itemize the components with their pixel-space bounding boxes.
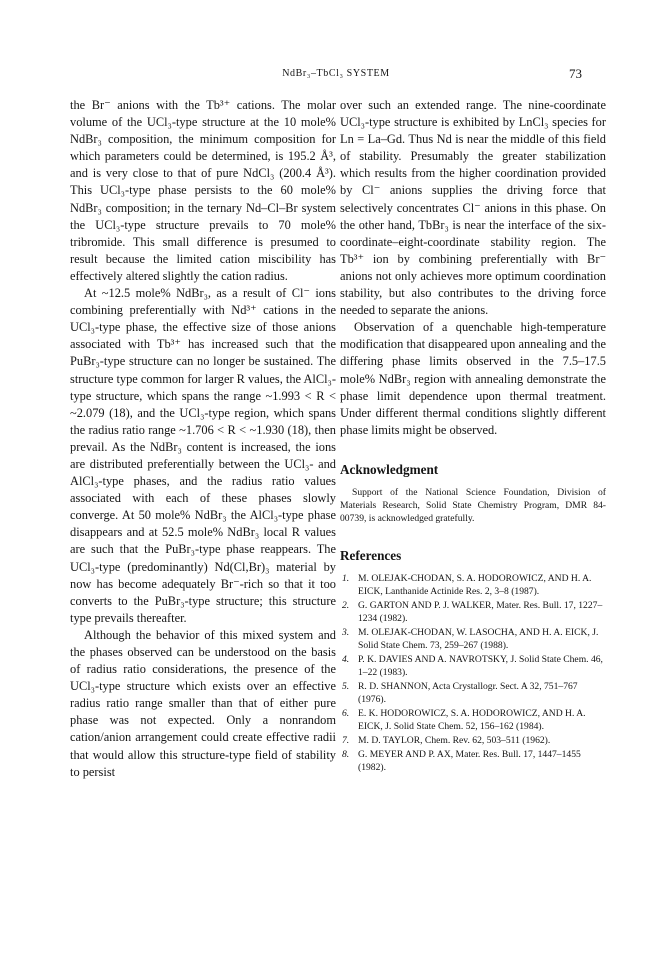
running-title: NdBr₃–TbCl₃ SYSTEM [282,68,390,79]
reference-number: 1. [342,573,350,585]
body-paragraph: the Br⁻ anions with the Tb³⁺ cations. The molar volume of the UCl₃-type structure at the 10 mole% NdBr₃ composition, the minimum composition for which parameters could be determined, is 195.2 Å³, and is very close to that of pure NdCl₃ (200.4 Å³). This UCl₃-type phase persists to the 60 mole% NdBr₃ composition; in the ternary Nd–Cl–Br system the UCl₃-type structure prevails to 70 mole% tribromide. This small difference is presumed to result because the limited cation miscibility has effectively altered slightly the cation radius. [70,98,336,283]
reference-text: G. MEYER AND P. AX, Mater. Res. Bull. 17, 1447–1455 (1982). [358,749,581,774]
reference-number: 4. [342,654,350,666]
reference-text: P. K. DAVIES AND A. NAVROTSKY, J. Solid State Chem. 46, 1–22 (1983). [358,654,603,679]
reference-number: 5. [342,681,350,693]
reference-text: E. K. HODOROWICZ, S. A. HODOROWICZ, AND H. A. EICK, J. Solid State Chem. 52, 156–162 (1984). [358,708,586,733]
reference-item [340,626,606,652]
reference-number: 2. [342,600,350,612]
right-column [340,97,606,775]
reference-text: M. OLEJAK-CHODAN, S. A. HODOROWICZ, AND H. A. EICK, Lanthanide Actinide Res. 2, 3–8 (1987). [358,573,592,598]
body-paragraph: Although the behavior of this mixed system and the phases observed can be understood on the basis of radius ratio considerations, the presence of the UCl₃-type structure which exists over an effective radius ratio range smaller than that of either pure phase was not expected. Only a nonrandom cation/anion arrangement could create effective radii that would allow this structure-type field of stability to persist [70,627,336,779]
reference-number: 6. [342,708,350,720]
running-head [0,66,672,84]
reference-list [340,572,606,774]
reference-text: G. GARTON AND P. J. WALKER, Mater. Res. Bull. 17, 1227–1234 (1982). [358,600,603,625]
acknowledgment-text: Support of the National Science Foundation, Division of Materials Research, Solid State Chemistry Program, DMR 84-00739, is acknowledged gratefully. [340,486,606,524]
reference-item [340,680,606,706]
reference-number: 8. [342,749,350,761]
reference-number: 7. [342,735,350,747]
references-heading: References [340,547,402,563]
reference-item [340,734,606,747]
reference-text: M. D. TAYLOR, Chem. Rev. 62, 503–511 (1962). [358,735,551,747]
body-paragraph: Observation of a quenchable high-temperature modification that disappeared upon annealing and the differing phase limits observed in the 7.5–17.5 mole% NdBr₃ region with annealing demonstrate the phase limit dependence upon thermal treatment. Under different thermal conditions slightly different phase limits might be observed. [340,320,606,437]
reference-item [340,707,606,733]
acknowledgment-heading: Acknowledgment [340,461,439,477]
left-column [70,97,336,781]
body-paragraph: At ~12.5 mole% NdBr₃, as a result of Cl⁻ ions combining preferentially with Nd³⁺ cations in the UCl₃-type phase, the effective size of those anions associated with Tb³⁺ has increased such that the PuBr₃-type structure can no longer be sustained. The structure type common for larger R values, the AlCl₃-type structure, which spans the range ~1.993 < R < ~2.079 (18), and the UCl₃-type region, which spans the radius ratio range ~1.706 < R < ~1.930 (18), then prevail. As the NdBr₃ content is increased, the ions are distributed preferentially between the UCl₃- and AlCl₃-type phases, and the radius ratio values associated with each of these phases slowly converge. At 50 mole% NdBr₃ the AlCl₃-type phase disappears and at 52.5 mole% NdBr₃ local R values are such that the PuBr₃-type phase reappears. The UCl₃-type (predominantly) Nd(Cl,Br)₃ material by now has become adequately Br⁻-rich so that it too converts to the PuBr₃-type structure; this structure type prevails thereafter. [70,286,336,625]
reference-item [340,572,606,598]
reference-item [340,748,606,774]
reference-text: R. D. SHANNON, Acta Crystallogr. Sect. A 32, 751–767 (1976). [358,681,578,706]
reference-number: 3. [342,627,350,639]
reference-text: M. OLEJAK-CHODAN, W. LASOCHA, AND H. A. EICK, J. Solid State Chem. 73, 259–267 (1988). [358,627,599,652]
body-paragraph: over such an extended range. The nine-coordinate UCl₃-type structure is exhibited by LnCl₃ species for Ln = La–Gd. Thus Nd is near the middle of this field of stability. Presumably the greater stabilization which results from the higher coordination provided by Cl⁻ anions supplies the driving force that selectively concentrates Cl⁻ anions in this phase. On the other hand, TbBr₃ is near the interface of the six-coordinate–eight-coordinate stability region. The Tb³⁺ ion by combining preferentially with Br⁻ anions not only achieves more optimum coordination stability, but also contributes to the driving force needed to separate the anions. [340,98,606,318]
reference-item [340,599,606,625]
page-number: 73 [569,66,582,81]
reference-item [340,653,606,679]
